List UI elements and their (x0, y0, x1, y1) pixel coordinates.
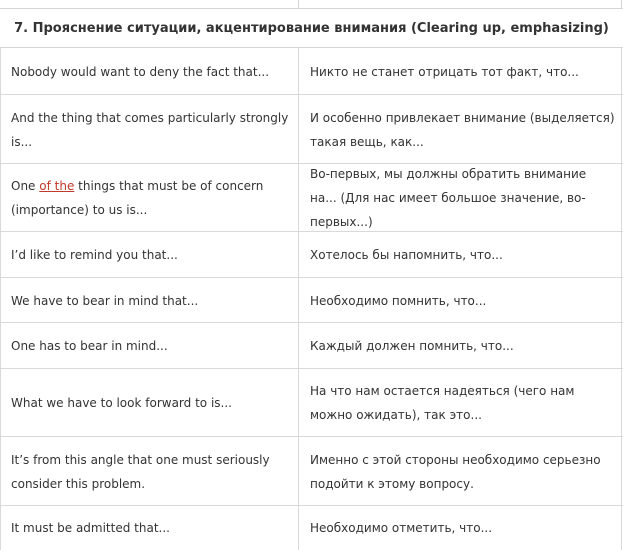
table-row (0, 323, 623, 369)
phrase-text: One (11, 179, 40, 193)
russian-translation: На что нам остается надеяться (чего нам можно ожидать), так это... (310, 384, 575, 422)
english-phrase: It must be admitted that... (11, 521, 170, 535)
russian-translation: Каждый должен помнить, что... (310, 339, 514, 353)
divider (298, 0, 299, 8)
table-row (0, 369, 623, 437)
top-strip (0, 0, 623, 8)
phrase-text: things that must be of concern (importance) to us is... (11, 179, 264, 217)
russian-translation: Необходимо отметить, что... (310, 521, 493, 535)
russian-translation: И особенно привлекает внимание (выделяется) такая вещь, как... (310, 110, 615, 149)
russian-translation: Хотелось бы напомнить, что... (310, 248, 503, 262)
table-row (0, 95, 623, 164)
english-phrase: We have to bear in mind that... (11, 293, 199, 308)
table-row (0, 232, 623, 278)
russian-translation: Необходимо помнить, что... (310, 293, 487, 308)
russian-translation: Никто не станет отрицать тот факт, что... (310, 64, 579, 79)
russian-translation: Во-первых, мы должны обратить внимание на... (Для нас имеет большое значение, во-первых...) (310, 167, 587, 229)
table-row (0, 506, 623, 550)
table-row (0, 48, 623, 95)
section-header: 7. Прояснение ситуации, акцентирование внимания (Clearing up, emphasizing) (0, 8, 623, 48)
table-row (0, 278, 623, 323)
english-phrase: One has to bear in mind... (11, 339, 168, 353)
russian-translation: Именно с этой стороны необходимо серьезно подойти к этому вопросу. (310, 452, 601, 491)
english-phrase: I’d like to remind you that... (11, 248, 178, 262)
english-phrase: Nobody would want to deny the fact that... (11, 64, 270, 79)
divider (621, 0, 622, 8)
english-phrase: And the thing that comes particularly strongly is... (11, 110, 289, 149)
table-row (0, 164, 623, 232)
phrase-link[interactable]: of the (39, 179, 75, 193)
english-phrase (11, 164, 291, 232)
english-phrase: What we have to look forward to is... (11, 396, 232, 410)
english-phrase: It’s from this angle that one must seriously consider this problem. (11, 452, 270, 491)
table-row (0, 437, 623, 506)
